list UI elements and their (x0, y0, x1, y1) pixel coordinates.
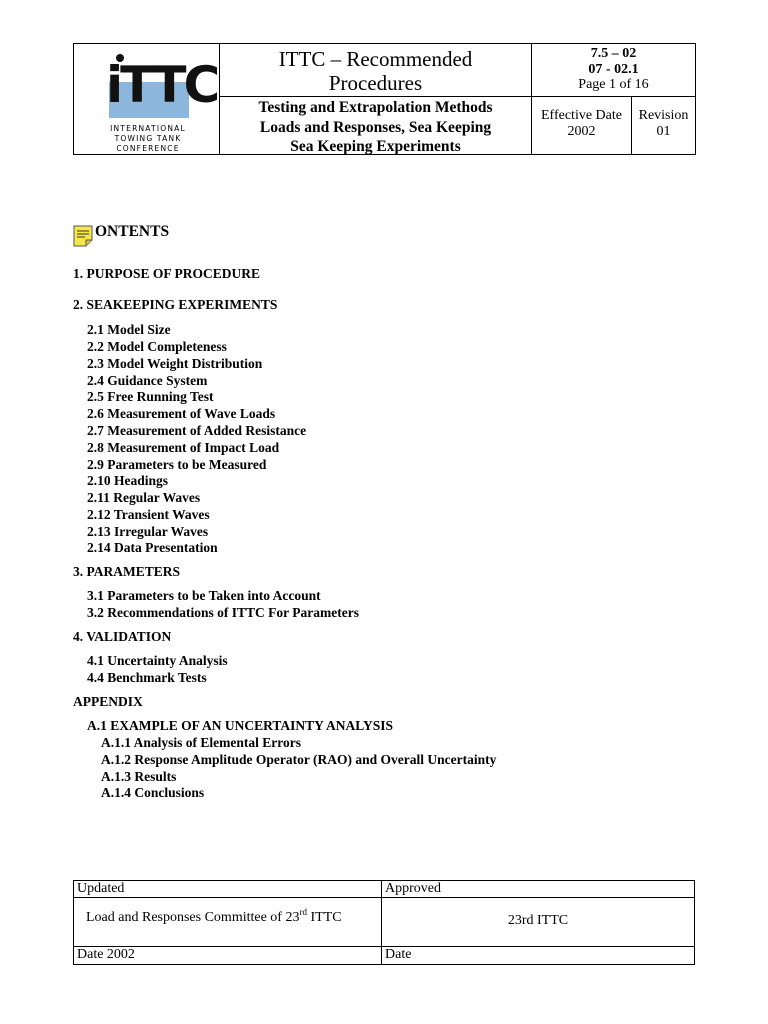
toc-entry[interactable]: 3.2 Recommendations of ITTC For Parameters (87, 605, 359, 620)
updated-by-suffix: ITTC (306, 910, 342, 925)
revision-value: 01 (656, 124, 671, 139)
toc-entry[interactable]: 2.6 Measurement of Wave Loads (87, 406, 276, 421)
toc-entry[interactable]: A.1.1 Analysis of Elemental Errors (101, 735, 301, 750)
logo-caption-1: INTERNATIONAL (110, 124, 186, 133)
title-line-2: Procedures (328, 71, 423, 95)
revision-cell (632, 97, 695, 154)
toc-entry[interactable]: 2.3 Model Weight Distribution (87, 356, 263, 371)
toc-entry[interactable]: A.1.4 Conclusions (101, 785, 205, 800)
toc-entry[interactable]: 4.1 Uncertainty Analysis (87, 653, 228, 668)
toc-entry[interactable]: 2.1 Model Size (87, 322, 171, 337)
approved-date: Date (385, 947, 412, 962)
toc-entry[interactable]: 2.5 Free Running Test (87, 389, 214, 404)
logo-mark: iTTC (106, 56, 218, 114)
toc-entry[interactable]: 4. VALIDATION (73, 629, 172, 644)
sticky-note-icon[interactable] (73, 225, 93, 247)
toc-entry[interactable]: 2.10 Headings (87, 473, 169, 488)
subtitle-line-3: Sea Keeping Experiments (290, 138, 461, 155)
toc-entry[interactable]: A.1.3 Results (101, 769, 177, 784)
document-title (220, 44, 532, 97)
logo-caption-2: TOWING TANK (114, 134, 182, 143)
contents-heading: ONTENTS (95, 223, 170, 240)
ittc-logo (106, 52, 218, 153)
revision-label: Revision (638, 108, 689, 123)
toc-entry[interactable]: 2.11 Regular Waves (87, 490, 201, 505)
approval-table (73, 880, 695, 965)
toc-entry[interactable]: 1. PURPOSE OF PROCEDURE (73, 266, 261, 281)
toc-entry[interactable]: A.1 EXAMPLE OF AN UNCERTAINTY ANALYSIS (87, 718, 394, 733)
toc-entry[interactable]: 4.4 Benchmark Tests (87, 670, 207, 685)
code-line-1: 7.5 – 02 (590, 46, 637, 61)
logo-caption-3: CONFERENCE (116, 144, 180, 153)
toc-entry[interactable]: 2.12 Transient Waves (87, 507, 210, 522)
toc-entry[interactable]: 2. SEAKEEPING EXPERIMENTS (73, 297, 278, 312)
page-indicator: Page 1 of 16 (578, 77, 649, 92)
updated-by-sup: rd (299, 907, 307, 917)
toc-entry[interactable]: A.1.2 Response Amplitude Operator (RAO) and Overall Uncertainty (101, 752, 497, 767)
approved-by: 23rd ITTC (382, 898, 694, 947)
updated-by-prefix: Load and Responses Committee of 23 (86, 910, 300, 925)
toc-entry[interactable]: 2.4 Guidance System (87, 373, 208, 388)
effective-date-value: 2002 (567, 124, 596, 139)
code-line-2: 07 - 02.1 (588, 61, 639, 77)
toc-entry[interactable]: 2.14 Data Presentation (87, 540, 218, 555)
updated-by (74, 898, 382, 947)
effective-date-cell (532, 97, 632, 154)
procedure-code (532, 44, 695, 97)
effective-date-label: Effective Date (541, 108, 622, 123)
toc-entry[interactable]: 2.8 Measurement of Impact Load (87, 440, 280, 455)
header-table (73, 43, 696, 155)
toc-entry[interactable]: 3. PARAMETERS (73, 564, 181, 579)
subtitle-line-2: Loads and Responses, Sea Keeping (259, 118, 492, 136)
updated-date: Date 2002 (74, 947, 382, 964)
toc-entry[interactable]: 2.9 Parameters to be Measured (87, 457, 267, 472)
updated-label: Updated (74, 881, 382, 898)
logo-cell (74, 44, 220, 154)
toc-entry[interactable]: APPENDIX (73, 694, 143, 709)
document-subtitle (220, 97, 532, 154)
toc-entry[interactable]: 2.2 Model Completeness (87, 339, 227, 354)
toc-entry[interactable]: 2.13 Irregular Waves (87, 524, 209, 539)
subtitle-line-1: Testing and Extrapolation Methods (258, 99, 493, 116)
toc-entry[interactable]: 2.7 Measurement of Added Resistance (87, 423, 307, 438)
approved-label: Approved (382, 881, 694, 898)
toc-entry[interactable]: 3.1 Parameters to be Taken into Account (87, 588, 321, 603)
title-line-1: ITTC – Recommended (278, 47, 473, 71)
